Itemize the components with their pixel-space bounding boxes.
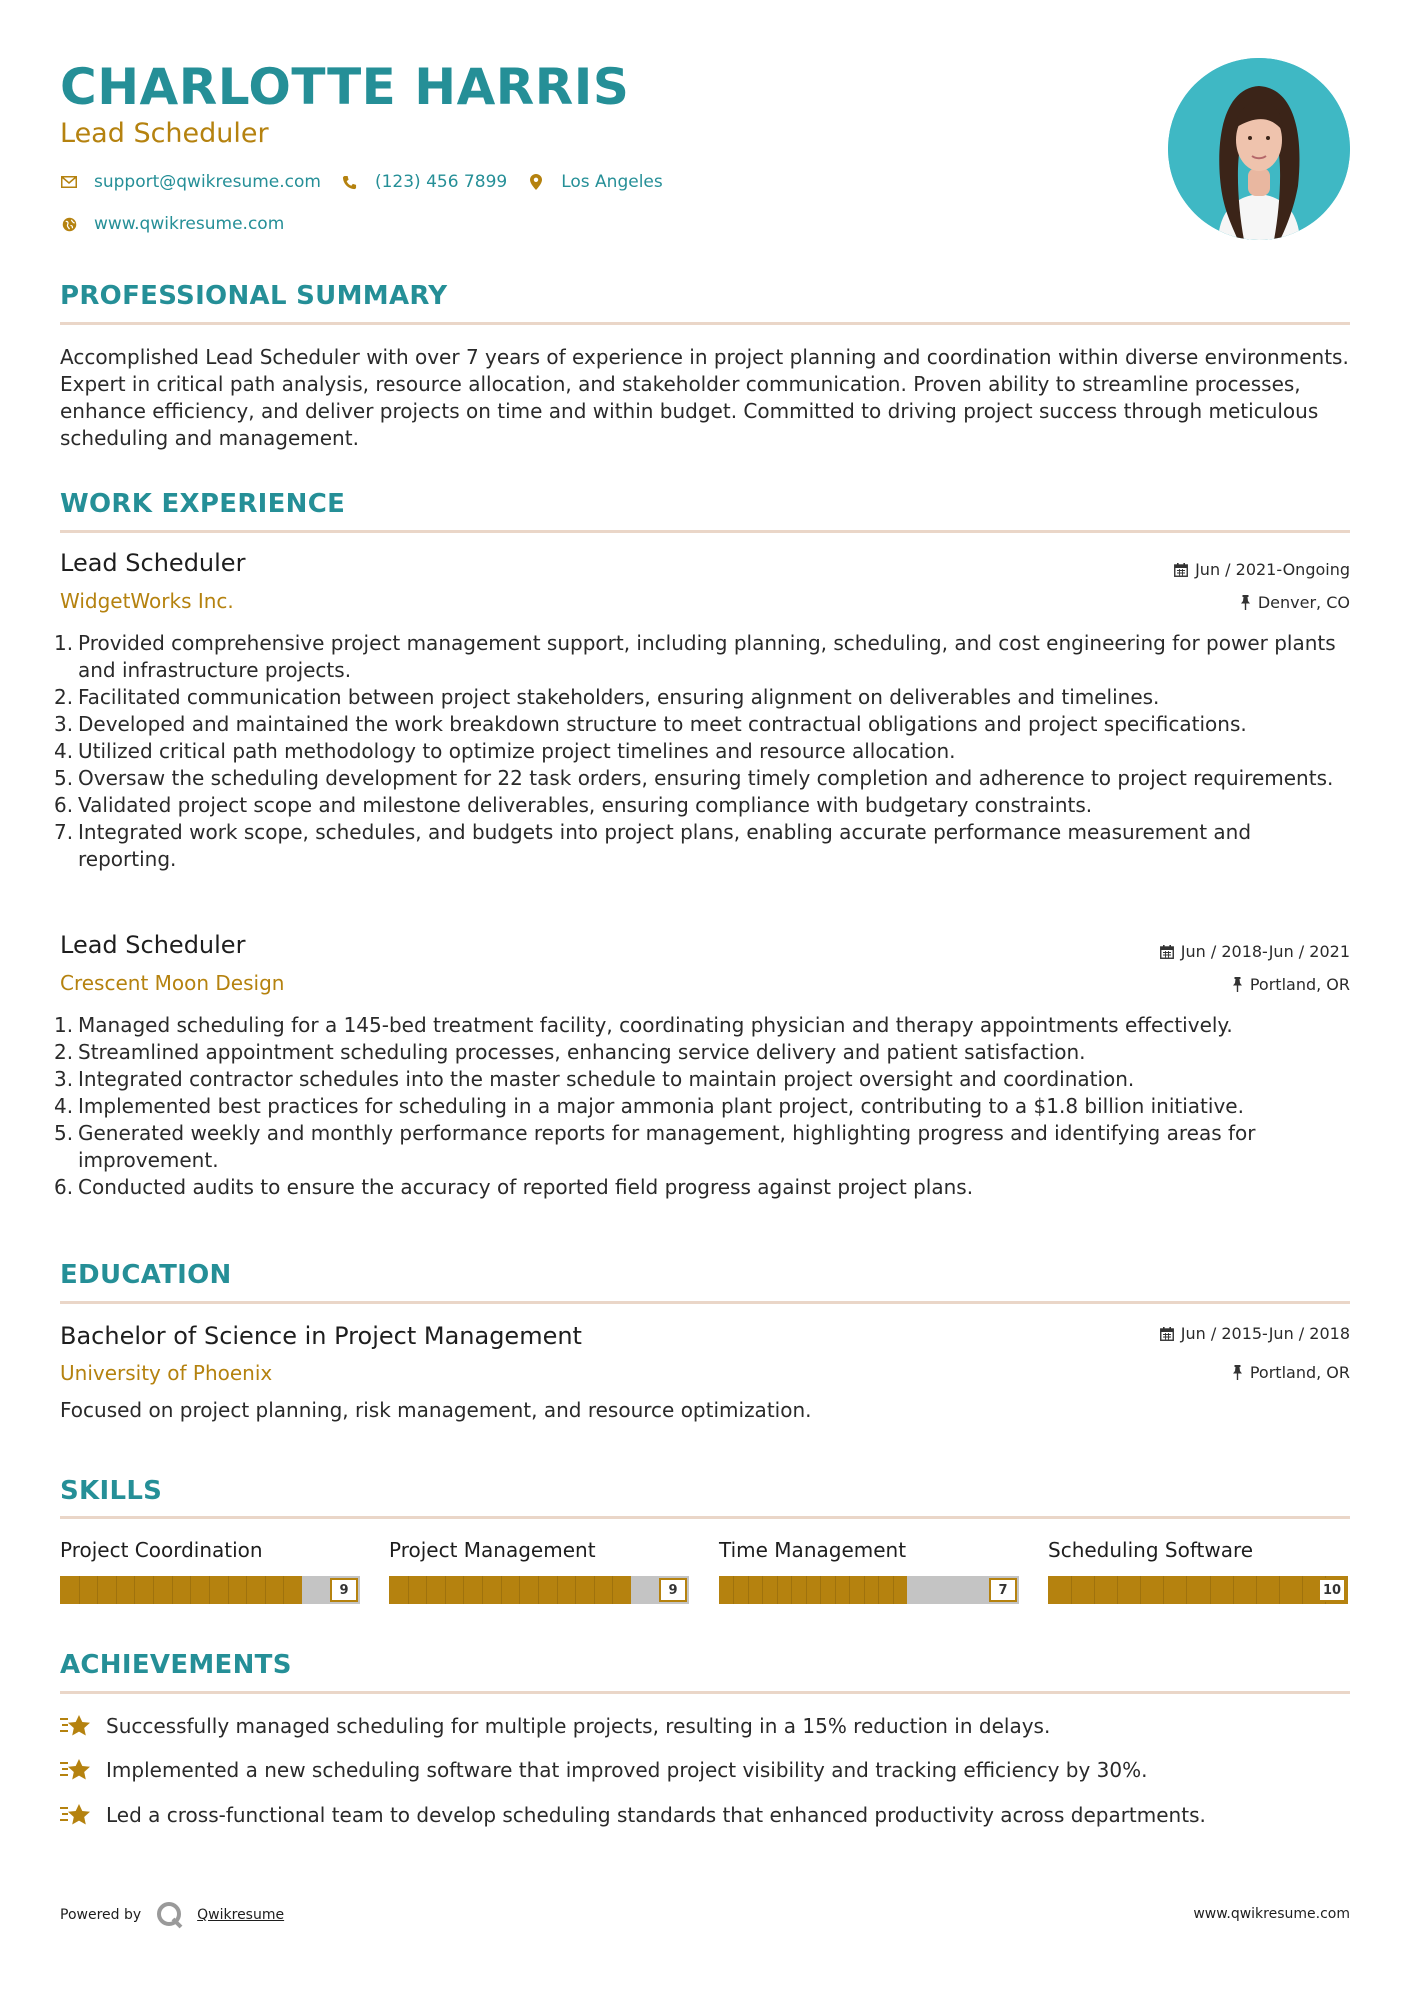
- job-role: Lead Scheduler: [60, 931, 246, 959]
- job-dates: [1160, 942, 1350, 961]
- achievements-divider: [60, 1691, 1350, 1694]
- profile-photo: [1168, 58, 1350, 240]
- skill-bar-segment: [1210, 1576, 1211, 1604]
- experience-heading: WORK EXPERIENCE: [60, 489, 346, 519]
- skill-bar-segment: [116, 1576, 117, 1604]
- contact-row-secondary: [60, 214, 304, 234]
- skill-bar-segment: [893, 1576, 894, 1604]
- list-item: 1. Provided comprehensive project management support, including planning, scheduling, and cost engineering for power plants and infrastructure projects.: [54, 631, 1336, 682]
- skill-bar-segment: [1256, 1576, 1257, 1604]
- skill-bar-segment: [1071, 1576, 1072, 1604]
- list-item: 4. Utilized critical path methodology to optimize project timelines and resource allocation.: [54, 739, 956, 763]
- skill-level-badge: 7: [989, 1578, 1017, 1602]
- footer-powered-by: [60, 1900, 284, 1930]
- skill-bar-segment: [134, 1576, 135, 1604]
- list-item: 6. Validated project scope and milestone deliverables, ensuring compliance with budgetary constraints.: [54, 793, 1093, 817]
- location-text: Los Angeles: [561, 172, 663, 192]
- list-item: 5. Generated weekly and monthly performance reports for management, highlighting progress and identifying areas for improvement.: [54, 1121, 1256, 1172]
- job-role: Lead Scheduler: [60, 549, 246, 577]
- list-item: 4. Implemented best practices for scheduling in a major ammonia plant project, contributing to a $1.8 billion initiative.: [54, 1094, 1244, 1118]
- footer-website[interactable]: www.qwikresume.com: [1193, 1906, 1350, 1922]
- job-dates-text: Jun / 2018-Jun / 2021: [1180, 942, 1350, 961]
- skills-divider: [60, 1516, 1350, 1519]
- skill-level-bar: [1048, 1576, 1348, 1604]
- skill-level-badge: 9: [330, 1578, 358, 1602]
- skill-name: Scheduling Software: [1048, 1538, 1254, 1562]
- skill-bar-segment: [426, 1576, 427, 1604]
- skill-bar-segment: [806, 1576, 807, 1604]
- education-location-text: Portland, OR: [1249, 1363, 1350, 1382]
- skill-bar-segment: [538, 1576, 539, 1604]
- skill-bar-segment: [265, 1576, 266, 1604]
- education-heading: EDUCATION: [60, 1260, 232, 1290]
- achievement-item: Implemented a new scheduling software that improved project visibility and tracking efficiency by 30%.: [60, 1758, 1147, 1782]
- skill-bar-segment: [849, 1576, 850, 1604]
- skill-bar-segment: [612, 1576, 613, 1604]
- summary-text: Accomplished Lead Scheduler with over 7 years of experience in project planning and coordination within diverse environments. Expert in critical path analysis, resource allocation, and stakeholder communication. Proven ability to streamline processes, enhance efficiency, and deliver projects on time and within budget. Committed to driving project success through meticulous scheduling and management.: [60, 345, 1349, 450]
- skill-bar-segment: [445, 1576, 446, 1604]
- powered-by-label: Powered by: [60, 1907, 142, 1923]
- education-divider: [60, 1301, 1350, 1304]
- skill-bar-segment: [283, 1576, 284, 1604]
- skill-bar-segment: [1163, 1576, 1164, 1604]
- skill-bar-segment: [190, 1576, 191, 1604]
- skill-bar-segment: [79, 1576, 80, 1604]
- education-dates: [1160, 1324, 1350, 1343]
- list-item: 2. Streamlined appointment scheduling processes, enhancing service delivery and patient satisfaction.: [54, 1040, 1086, 1064]
- skill-name: Project Coordination: [60, 1538, 263, 1562]
- pin-icon: [1232, 1365, 1243, 1380]
- calendar-icon: [1160, 1327, 1174, 1341]
- education-description: Focused on project planning, risk management, and resource optimization.: [60, 1398, 812, 1422]
- skill-bar-segment: [172, 1576, 173, 1604]
- skill-bar-segment: [878, 1576, 879, 1604]
- pin-icon: [1240, 595, 1251, 610]
- skill-bar-segment: [820, 1576, 821, 1604]
- job-dates-text: Jun / 2021-Ongoing: [1195, 560, 1350, 579]
- skill-bar-segment: [482, 1576, 483, 1604]
- list-item: 5. Oversaw the scheduling development for 22 task orders, ensuring timely completion and adherence to project requirements.: [54, 766, 1334, 790]
- skill-bar-segment: [1186, 1576, 1187, 1604]
- skill-bar-segment: [748, 1576, 749, 1604]
- email-link[interactable]: support@qwikresume.com: [94, 172, 321, 192]
- skill-bar-segment: [791, 1576, 792, 1604]
- job-company: Crescent Moon Design: [60, 971, 285, 995]
- skill-level-badge: 9: [659, 1578, 687, 1602]
- skill-level-bar: [60, 1576, 360, 1604]
- calendar-icon: [1160, 945, 1174, 959]
- skill-bar-segment: [153, 1576, 154, 1604]
- envelope-icon: [60, 173, 78, 191]
- list-item: 3. Integrated contractor schedules into the master schedule to maintain project oversight and coordination.: [54, 1067, 1135, 1091]
- skill-bar-segment: [777, 1576, 778, 1604]
- globe-icon: [60, 215, 78, 233]
- degree-title: Bachelor of Science in Project Management: [60, 1322, 582, 1350]
- skill-bar-segment: [97, 1576, 98, 1604]
- job-location-text: Denver, CO: [1257, 593, 1350, 612]
- education-location: [1232, 1363, 1350, 1382]
- skill-bar-segment: [1233, 1576, 1234, 1604]
- achievement-item: Led a cross-functional team to develop scheduling standards that enhanced productivity across departments.: [60, 1803, 1206, 1827]
- skill-bar-segment: [864, 1576, 865, 1604]
- job-duties-list: [54, 630, 1350, 873]
- skill-bar-fill: [719, 1576, 907, 1604]
- skill-bar-fill: [60, 1576, 302, 1604]
- calendar-icon: [1174, 563, 1188, 577]
- skill-bar-fill: [389, 1576, 631, 1604]
- phone-icon: [341, 173, 359, 191]
- star-icon: [60, 1803, 92, 1827]
- job-company: WidgetWorks Inc.: [60, 589, 234, 613]
- skill-bar-segment: [575, 1576, 576, 1604]
- pin-icon: [1232, 977, 1243, 992]
- experience-divider: [60, 530, 1350, 533]
- skill-bar-segment: [1094, 1576, 1095, 1604]
- job-location: [1240, 593, 1350, 612]
- skill-bar-segment: [501, 1576, 502, 1604]
- job-duties-list: [54, 1012, 1350, 1201]
- job-dates: [1174, 560, 1350, 579]
- skill-level-bar: [719, 1576, 1019, 1604]
- phone-number[interactable]: (123) 456 7899: [374, 172, 508, 192]
- education-dates-text: Jun / 2015-Jun / 2018: [1180, 1324, 1350, 1343]
- skill-bar-segment: [594, 1576, 595, 1604]
- achievements-heading: ACHIEVEMENTS: [60, 1650, 292, 1680]
- qwikresume-logo-icon: [155, 1900, 185, 1930]
- list-item: 1. Managed scheduling for a 145-bed treatment facility, coordinating physician and therapy appointments effectively.: [54, 1013, 1233, 1037]
- skill-bar-fill: [1048, 1576, 1348, 1604]
- website-link[interactable]: www.qwikresume.com: [94, 214, 285, 234]
- candidate-title: Lead Scheduler: [60, 118, 269, 149]
- skill-bar-segment: [835, 1576, 836, 1604]
- map-marker-icon: [527, 173, 545, 191]
- qwikresume-link[interactable]: Qwikresume: [197, 1907, 285, 1923]
- skill-bar-segment: [733, 1576, 734, 1604]
- skill-name: Project Management: [389, 1538, 596, 1562]
- skill-level-bar: [389, 1576, 689, 1604]
- list-item: 7. Integrated work scope, schedules, and budgets into project plans, enabling accurate performance measurement and reporting.: [54, 820, 1252, 871]
- skill-bar-segment: [246, 1576, 247, 1604]
- summary-heading: PROFESSIONAL SUMMARY: [60, 281, 448, 311]
- school-name: University of Phoenix: [60, 1361, 273, 1385]
- summary-divider: [60, 322, 1350, 325]
- list-item: 2. Facilitated communication between project stakeholders, ensuring alignment on deliverables and timelines.: [54, 685, 1160, 709]
- achievement-item: Successfully managed scheduling for multiple projects, resulting in a 15% reduction in delays.: [60, 1714, 1050, 1738]
- contact-row-primary: [60, 172, 683, 192]
- skill-name: Time Management: [719, 1538, 907, 1562]
- skill-bar-segment: [408, 1576, 409, 1604]
- job-location: [1232, 975, 1350, 994]
- skill-bar-segment: [463, 1576, 464, 1604]
- job-location-text: Portland, OR: [1249, 975, 1350, 994]
- list-item: 3. Developed and maintained the work breakdown structure to meet contractual obligations and project specifications.: [54, 712, 1247, 736]
- skill-bar-segment: [557, 1576, 558, 1604]
- skill-bar-segment: [519, 1576, 520, 1604]
- skill-bar-segment: [1279, 1576, 1280, 1604]
- star-icon: [60, 1758, 92, 1782]
- skill-bar-segment: [1140, 1576, 1141, 1604]
- skill-bar-segment: [1117, 1576, 1118, 1604]
- skill-bar-segment: [762, 1576, 763, 1604]
- skill-level-badge: 10: [1318, 1578, 1346, 1602]
- skill-bar-segment: [228, 1576, 229, 1604]
- skills-heading: SKILLS: [60, 1476, 163, 1506]
- list-item: 6. Conducted audits to ensure the accuracy of reported field progress against project plans.: [54, 1175, 974, 1199]
- skill-bar-segment: [1302, 1576, 1303, 1604]
- star-icon: [60, 1714, 92, 1738]
- candidate-name: CHARLOTTE HARRIS: [60, 58, 630, 116]
- skill-bar-segment: [209, 1576, 210, 1604]
